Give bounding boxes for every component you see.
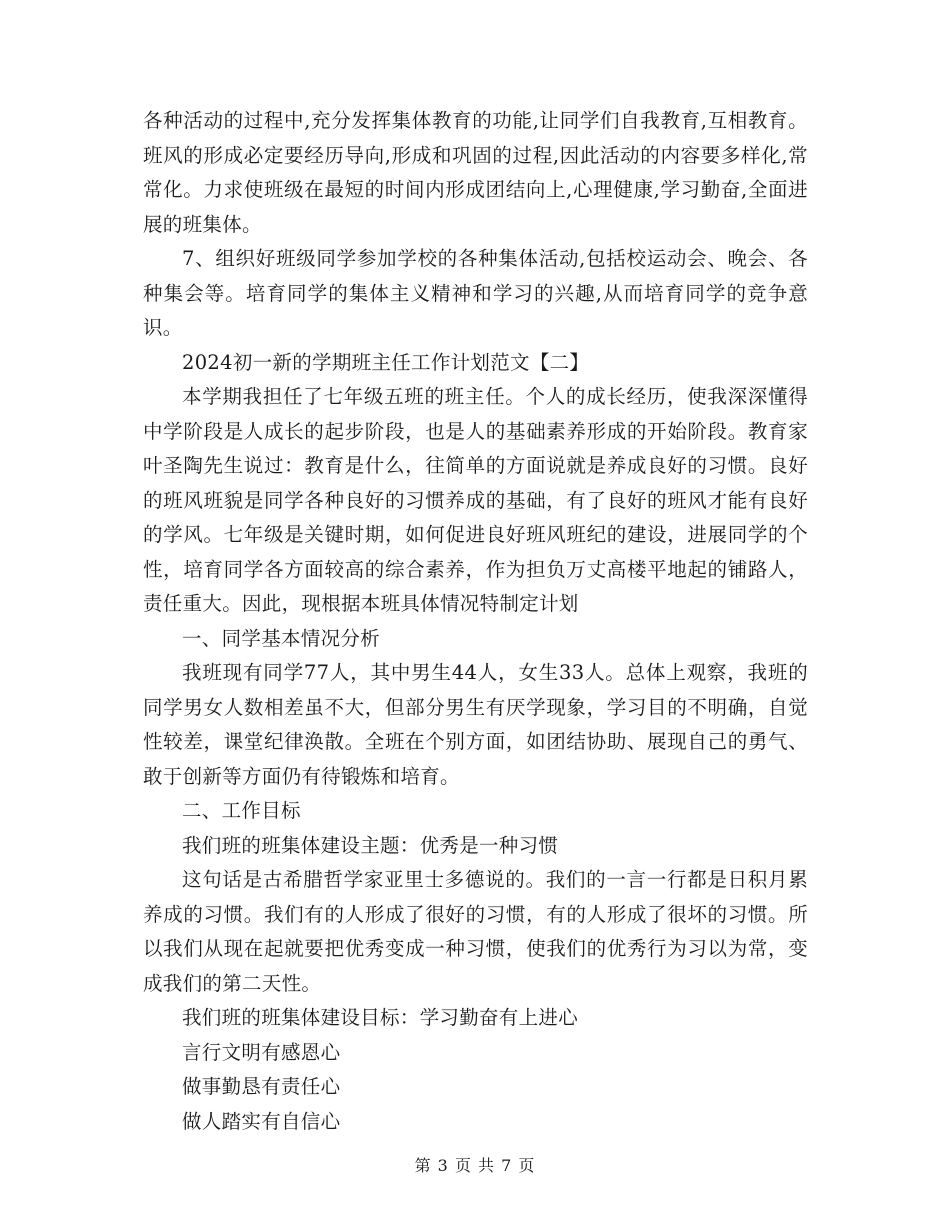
body-text bbox=[143, 104, 808, 1139]
paragraph: 我们班的班集体建设主题：优秀是一种习惯 bbox=[182, 833, 559, 857]
paragraph: 做事勤恳有责任心 bbox=[182, 1075, 341, 1098]
paragraph: 各种活动的过程中,充分发挥集体教育的功能,让同学们自我教育,互相教育。班风的形成必定要经历导向,形成和巩固的过程,因此活动的内容要多样化,常常化。力求使班级在最短的时间内形成团结向上,心理健康,学习勤奋,全面进展的班集体。 bbox=[143, 109, 808, 236]
paragraph: 7、组织好班级同学参加学校的各种集体活动,包括校运动会、晚会、各种集会等。培育同学的集体主义精神和学习的兴趣,从而培育同学的竞争意识。 bbox=[143, 247, 808, 339]
paragraph: 我班现有同学77人，其中男生44人，女生33人。总体上观察，我班的同学男女人数相差虽不大，但部分男生有厌学现象，学习目的不明确，自觉性较差，课堂纪律涣散。全班在个别方面，如团结协助、展现自己的勇气、敢于创新等方面仍有待锻炼和培育。 bbox=[143, 661, 808, 788]
page-number-footer: 第 3 页 共 7 页 bbox=[414, 1156, 536, 1175]
paragraph: 做人踏实有自信心 bbox=[182, 1109, 341, 1133]
paragraph: 言行文明有感恩心 bbox=[182, 1040, 341, 1064]
heading: 一、同学基本情况分析 bbox=[182, 626, 381, 650]
paragraph: 这句话是古希腊哲学家亚里士多德说的。我们的一言一行都是日积月累养成的习惯。我们有的人形成了很好的习惯，有的人形成了很坏的习惯。所以我们从现在起就要把优秀变成一种习惯，使我们的优秀行为习以为常，变成我们的第二天性。 bbox=[143, 868, 808, 995]
paragraph: 我们班的班集体建设目标：学习勤奋有上进心 bbox=[182, 1006, 579, 1029]
section-title: 2024初一新的学期班主任工作计划范文【二】 bbox=[182, 350, 590, 374]
paragraph: 本学期我担任了七年级五班的班主任。个人的成长经历，使我深深懂得中学阶段是人成长的起步阶段，也是人的基础素养形成的开始阶段。教育家叶圣陶先生说过：教育是什么，往简单的方面说就是养成良好的习惯。良好的班风班貌是同学各种良好的习惯养成的基础，有了良好的班风才能有良好的学风。七年级是关键时期，如何促进良好班风班纪的建设，进展同学的个性，培育同学各方面较高的综合素养，作为担负万丈高楼平地起的铺路人，责任重大。因此，现根据本班具体情况特制定计划 bbox=[143, 385, 808, 615]
heading: 二、工作目标 bbox=[182, 799, 301, 822]
